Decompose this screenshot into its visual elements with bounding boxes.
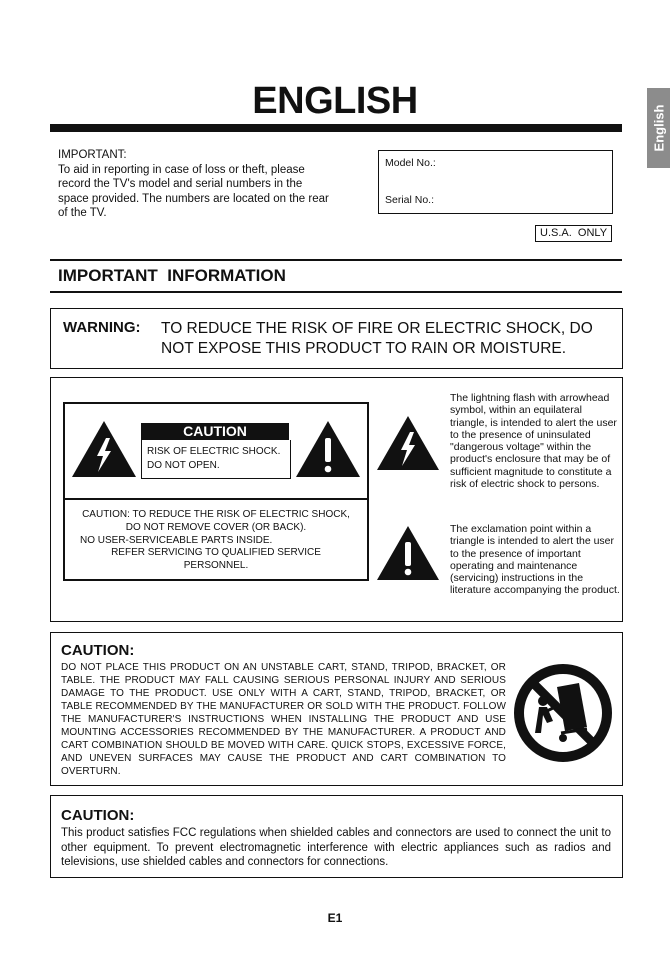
region-badge: U.S.A. ONLY: [535, 225, 612, 242]
lightning-triangle-icon: [71, 420, 137, 478]
important-note-text: To aid in reporting in case of loss or theft, please record the TV's model and serial numbers in the space provided. The numbers are located on the rear of the TV.: [58, 163, 329, 219]
caution-line: DO NOT OPEN.: [147, 460, 220, 471]
caution-lower-line: NO USER-SERVICEABLE PARTS INSIDE.: [80, 534, 273, 546]
fcc-caution-box: [50, 795, 623, 878]
serial-number-label: Serial No.:: [385, 194, 435, 206]
caution-lower-line: DO NOT REMOVE COVER (OR BACK).: [125, 521, 307, 533]
caution-lower-line: REFER SERVICING TO QUALIFIED SERVICE: [111, 547, 321, 559]
caution-inner-box: [141, 440, 291, 479]
page-number: E1: [327, 911, 343, 925]
caution-lower-text: [65, 509, 367, 573]
caution-lower-line: CAUTION: TO REDUCE THE RISK OF ELECTRIC SHOCK,: [82, 509, 350, 520]
section-rule: [50, 259, 622, 261]
cart-caution-box: [50, 632, 623, 786]
section-rule: [50, 291, 622, 293]
page-title: ENGLISH: [252, 80, 418, 122]
safety-symbols-box: [50, 377, 623, 622]
fcc-caution-heading: CAUTION:: [61, 807, 135, 824]
cart-warning-icon: [513, 663, 613, 763]
important-note: [58, 148, 333, 221]
warning-text: TO REDUCE THE RISK OF FIRE OR ELECTRIC SHOCK, DO NOT EXPOSE THIS PRODUCT TO RAIN OR MOISTURE.: [161, 320, 593, 357]
language-tab-label: English: [651, 104, 666, 152]
caution-title: CAUTION: [141, 423, 289, 440]
warning-box: [50, 308, 623, 369]
model-number-label: Model No.:: [385, 157, 436, 169]
exclamation-symbol-description: The exclamation point within a triangle is intended to alert the user to the presence of important operating and maintenance (servicing) instructions in the literature accompanying the product.: [450, 523, 620, 597]
model-serial-box: [378, 150, 613, 214]
section-heading: IMPORTANT INFORMATION: [58, 266, 286, 285]
fcc-caution-text: This product satisfies FCC regulations when shielded cables and connectors are used to connect the unit to other equipment. To prevent electromagnetic interference with electric appliances such as radios and televisions, use shielded cables and connectors for connections.: [61, 827, 611, 868]
language-tab: [647, 88, 670, 168]
caution-label-frame: [63, 402, 369, 581]
title-rule: [50, 124, 622, 132]
cart-caution-text: DO NOT PLACE THIS PRODUCT ON AN UNSTABLE CART, STAND, TRIPOD, BRACKET, OR TABLE. THE PRODUCT MAY FALL CAUSING SERIOUS PERSONAL INJURY AND SERIOUS DAMAGE TO THE PRODUCT. USE ONLY WITH A CART, STAND, TRIPOD, BRACKET, OR TABLE RECOMMENDED BY THE MANUFACTURER OR SOLD WITH THE PRODUCT. FOLLOW THE MANUFACTURER'S INSTRUCTIONS WHEN INSTALLING THE PRODUCT AND USE MOUNTING ACCESSORIES RECOMMENDED BY THE MANUFACTURER. A PRODUCT AND CART COMBINATION SHOULD BE MOVED WITH CARE. QUICK STOPS, EXCESSIVE FORCE, AND UNEVEN SURFACES MAY CAUSE THE PRODUCT AND CART COMBINATION TO OVERTURN.: [61, 662, 506, 777]
exclamation-triangle-icon: [295, 420, 361, 478]
important-note-heading: IMPORTANT:: [58, 149, 127, 161]
cart-caution-heading: CAUTION:: [61, 642, 135, 659]
caution-lower-line: PERSONNEL.: [183, 560, 249, 572]
lightning-triangle-icon: [376, 415, 440, 471]
caution-line: RISK OF ELECTRIC SHOCK.: [147, 446, 281, 457]
caution-divider: [65, 498, 367, 500]
lightning-symbol-description: The lightning flash with arrowhead symbol, within an equilateral triangle, is intended to alert the user to the presence of uninsulated "dangerous voltage" within the product's enclosure that may be of sufficient magnitude to constitute a risk of electric shock to persons.: [450, 392, 617, 491]
exclamation-triangle-icon: [376, 525, 440, 581]
warning-label: WARNING:: [63, 319, 141, 336]
